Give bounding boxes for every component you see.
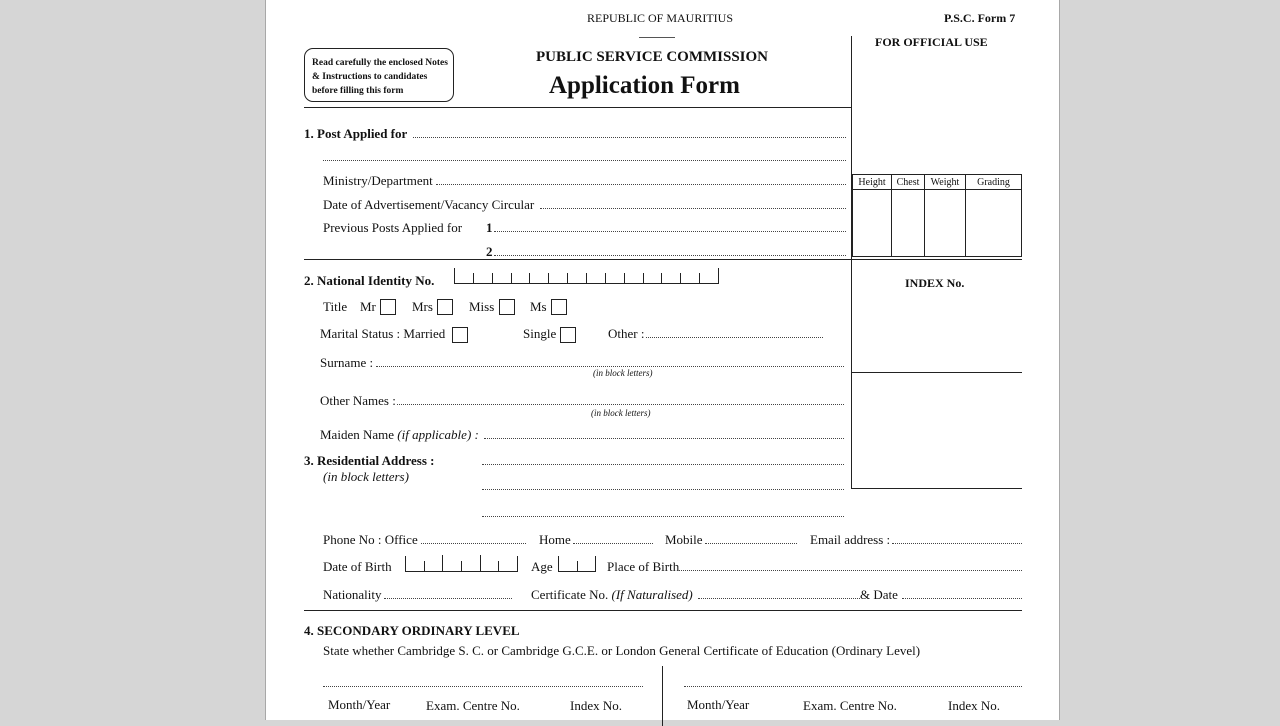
- digit-cell[interactable]: [530, 273, 549, 283]
- address-field-line1[interactable]: [482, 464, 844, 465]
- surname-block-letters-note: (in block letters): [593, 368, 653, 378]
- index-box-rule: [852, 372, 1022, 373]
- digit-cell[interactable]: [606, 273, 625, 283]
- weight-header: Weight: [924, 175, 965, 190]
- digit-cell[interactable]: [549, 273, 568, 283]
- nic-input-boxes[interactable]: [454, 268, 719, 284]
- exam-left-centre-label: Exam. Centre No.: [426, 698, 520, 713]
- age-label: Age: [531, 559, 553, 574]
- surname-label: Surname :: [320, 355, 374, 370]
- marital-single-checkbox[interactable]: [560, 327, 576, 343]
- notice-line: Read carefully the enclosed Notes: [312, 58, 448, 68]
- application-form-page: [265, 0, 1060, 720]
- certificate-date-label: & Date: [860, 587, 898, 602]
- advert-date-field[interactable]: [540, 208, 846, 209]
- phone-home-label: Home: [539, 532, 571, 547]
- grading-cell[interactable]: [966, 190, 1022, 257]
- digit-cell[interactable]: [681, 273, 700, 283]
- marital-other-field[interactable]: [646, 337, 823, 338]
- official-bottom-rule: [852, 488, 1022, 489]
- notice-line: & Instructions to candidates: [312, 72, 428, 82]
- digit-cell[interactable]: [644, 273, 663, 283]
- digit-cell[interactable]: [425, 555, 444, 571]
- section1-rule: [304, 259, 1022, 260]
- other-names-block-letters-note: (in block letters): [591, 408, 651, 418]
- exam-left-index-label: Index No.: [570, 698, 622, 713]
- official-column-divider: [851, 36, 852, 489]
- title-label: Title: [323, 299, 348, 314]
- certificate-field[interactable]: [698, 598, 860, 599]
- digit-cell[interactable]: [662, 273, 681, 283]
- exam-right-index-label: Index No.: [948, 698, 1000, 713]
- commission-heading: PUBLIC SERVICE COMMISSION: [536, 49, 769, 65]
- dob-input-boxes[interactable]: [405, 556, 518, 572]
- maiden-name-field[interactable]: [484, 438, 844, 439]
- official-use-heading: FOR OFFICIAL USE: [875, 35, 988, 49]
- exam-left-month-year-label: Month/Year: [328, 697, 391, 712]
- digit-cell[interactable]: [559, 561, 578, 571]
- digit-cell[interactable]: [493, 273, 512, 283]
- nic-label: 2. National Identity No.: [304, 273, 435, 288]
- place-of-birth-label: Place of Birth: [607, 559, 680, 574]
- maiden-name-text: Maiden Name: [320, 427, 395, 442]
- place-of-birth-field[interactable]: [679, 570, 1022, 571]
- exam-right-centre-label: Exam. Centre No.: [803, 698, 897, 713]
- exam-column-divider: [662, 666, 663, 726]
- digit-cell[interactable]: [481, 561, 500, 571]
- title-ms-checkbox[interactable]: [551, 299, 567, 315]
- marital-married-label: Marital Status : Married: [320, 326, 446, 341]
- certificate-text: Certificate No.: [531, 587, 609, 602]
- residential-address-note: (in block letters): [323, 469, 409, 484]
- digit-cell[interactable]: [578, 561, 596, 571]
- certificate-date-field[interactable]: [902, 598, 1022, 599]
- title-mrs-checkbox[interactable]: [437, 299, 453, 315]
- phone-mobile-field[interactable]: [705, 543, 797, 544]
- residential-address-label: 3. Residential Address :: [304, 453, 435, 468]
- post-applied-field[interactable]: [413, 137, 846, 138]
- digit-cell[interactable]: [462, 555, 481, 571]
- certificate-note: (If Naturalised): [611, 587, 693, 602]
- title-miss-checkbox[interactable]: [499, 299, 515, 315]
- title-miss-label: Miss: [469, 299, 495, 314]
- nationality-label: Nationality: [323, 587, 382, 602]
- digit-cell[interactable]: [499, 555, 517, 571]
- secondary-level-instruction: State whether Cambridge S. C. or Cambridge G.C.E. or London General Certificate of Education (Ordinary Level): [323, 643, 921, 658]
- address-field-line2[interactable]: [482, 489, 844, 490]
- chest-header: Chest: [892, 175, 925, 190]
- exam-left-field[interactable]: [323, 686, 643, 687]
- previous-post-1-number: 1: [486, 220, 493, 235]
- ministry-field[interactable]: [436, 184, 846, 185]
- height-header: Height: [853, 175, 892, 190]
- phone-office-label: Phone No : Office: [323, 532, 418, 547]
- digit-cell[interactable]: [568, 273, 587, 283]
- chest-cell[interactable]: [892, 190, 925, 257]
- notice-line: before filling this form: [312, 86, 404, 96]
- grading-header: Grading: [966, 175, 1022, 190]
- phone-home-field[interactable]: [573, 543, 653, 544]
- height-cell[interactable]: [853, 190, 892, 257]
- age-input-boxes[interactable]: [558, 556, 596, 572]
- certificate-label: [531, 587, 693, 603]
- digit-cell[interactable]: [625, 273, 644, 283]
- nationality-field[interactable]: [384, 598, 512, 599]
- exam-right-month-year-label: Month/Year: [687, 697, 750, 712]
- dob-label: Date of Birth: [323, 559, 392, 574]
- previous-posts-label: Previous Posts Applied for: [323, 220, 463, 235]
- exam-right-field[interactable]: [684, 686, 1022, 687]
- surname-field[interactable]: [376, 366, 844, 367]
- previous-post-1-field[interactable]: [494, 231, 846, 232]
- digit-cell[interactable]: [587, 273, 606, 283]
- ministry-label: Ministry/Department: [323, 173, 433, 188]
- marital-married-checkbox[interactable]: [452, 327, 468, 343]
- republic-heading: REPUBLIC OF MAURITIUS: [587, 11, 734, 25]
- digit-cell[interactable]: [700, 273, 718, 283]
- post-applied-label: 1. Post Applied for: [304, 126, 408, 141]
- digit-cell[interactable]: [443, 561, 462, 571]
- section3-rule: [304, 610, 1022, 611]
- advert-date-label: Date of Advertisement/Vacancy Circular: [323, 197, 535, 212]
- header-rule: [304, 107, 852, 108]
- marital-single-label: Single: [523, 326, 557, 341]
- digit-cell[interactable]: [406, 561, 425, 571]
- title-mr-checkbox[interactable]: [380, 299, 396, 315]
- title-ms-label: Ms: [530, 299, 547, 314]
- email-label: Email address :: [810, 532, 891, 547]
- index-no-label: INDEX No.: [905, 276, 965, 290]
- physical-measurements-table: [852, 174, 1022, 257]
- post-applied-field-line2[interactable]: [323, 160, 846, 161]
- secondary-level-heading: 4. SECONDARY ORDINARY LEVEL: [304, 623, 520, 638]
- maiden-name-label: [320, 427, 479, 443]
- weight-cell[interactable]: [924, 190, 965, 257]
- address-field-line3[interactable]: [482, 516, 844, 517]
- previous-post-2-number: 2: [486, 244, 493, 259]
- header-divider: [639, 37, 675, 38]
- phone-office-field[interactable]: [421, 543, 526, 544]
- other-names-field[interactable]: [397, 404, 844, 405]
- digit-cell[interactable]: [455, 273, 474, 283]
- title-mr-label: Mr: [360, 299, 376, 314]
- instructions-notice: [304, 48, 454, 102]
- digit-cell[interactable]: [512, 273, 531, 283]
- digit-cell[interactable]: [474, 273, 493, 283]
- marital-other-label: Other :: [608, 326, 645, 341]
- title-mrs-label: Mrs: [412, 299, 433, 314]
- phone-mobile-label: Mobile: [665, 532, 703, 547]
- form-title: Application Form: [549, 72, 740, 99]
- maiden-name-note: (if applicable) :: [397, 427, 479, 442]
- form-number: P.S.C. Form 7: [944, 11, 1016, 25]
- other-names-label: Other Names :: [320, 393, 396, 408]
- previous-post-2-field[interactable]: [494, 255, 846, 256]
- email-field[interactable]: [892, 543, 1022, 544]
